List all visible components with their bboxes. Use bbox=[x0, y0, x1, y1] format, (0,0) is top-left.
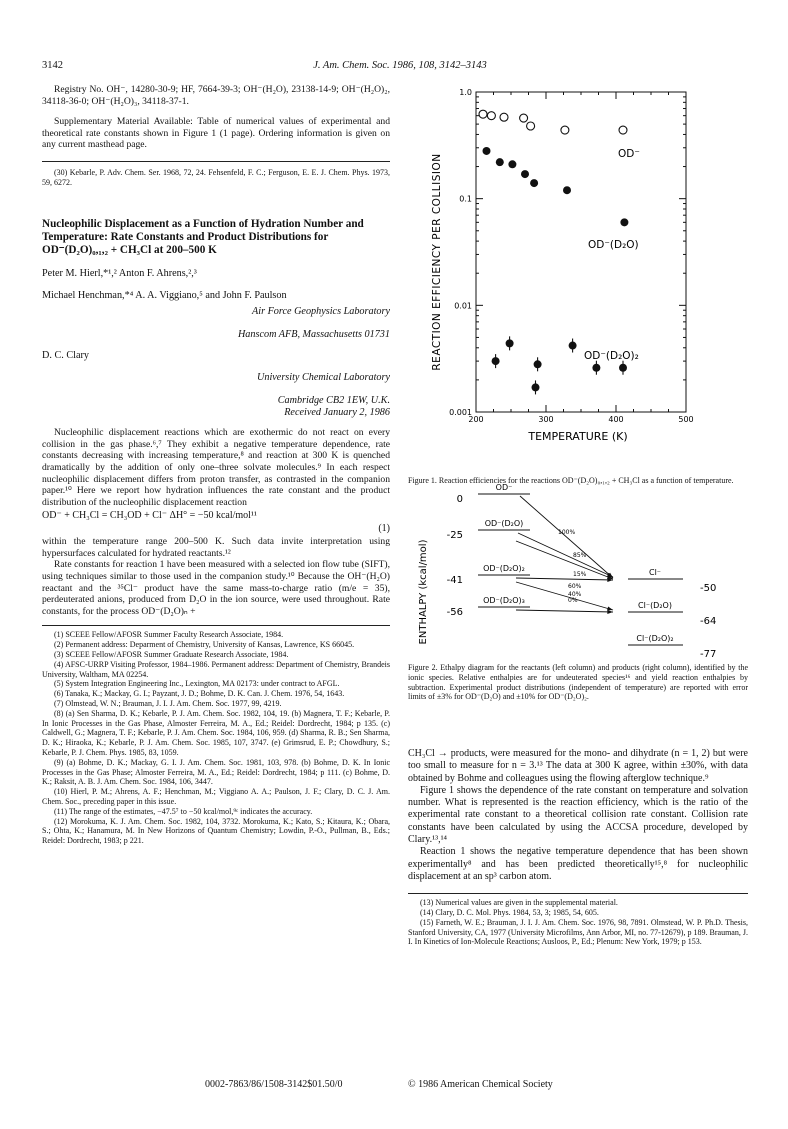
efficiency-plot bbox=[408, 82, 748, 477]
running-header: J. Am. Chem. Soc. 1986, 108, 3142–3143 bbox=[313, 60, 487, 71]
affiliation-1b: Hanscom AFB, Massachusetts 01731 bbox=[237, 328, 390, 340]
footnote-30: (30) Kebarle, P. Adv. Chem. Ser. 1968, 72, 24. Fehsenfeld, F. C.; Ferguson, E. E. J. Chem. Phys. 1973, 59, 6272. bbox=[42, 167, 390, 187]
product-percentage: 15% bbox=[573, 571, 587, 578]
x-tick-label: 200 bbox=[468, 415, 484, 424]
footer-code: 0002-7863/86/1508-3142$01.50/0 bbox=[205, 1079, 343, 1090]
filled-point bbox=[530, 179, 538, 187]
open-point bbox=[520, 114, 528, 122]
filled-point bbox=[496, 158, 504, 166]
left-footnote: (7) Olmstead, W. N.; Brauman, J. I. J. Am. Chem. Soc. 1977, 99, 4219. bbox=[54, 699, 282, 709]
transition-arrow bbox=[520, 496, 613, 578]
product-percentage: 85% bbox=[573, 552, 587, 559]
equation-number: (1) bbox=[378, 523, 390, 535]
right-footnote: (13) Numerical values are given in the supplemental material. bbox=[420, 898, 618, 908]
product-percentage: 40% bbox=[568, 591, 582, 598]
affiliation-1a: Air Force Geophysics Laboratory bbox=[252, 306, 390, 318]
figure-1-caption: Figure 1. Reaction efficiencies for the reactions OD⁻(D₂O)₀,₁,₂ + CH₃Cl as a function of temperature. bbox=[408, 476, 734, 485]
body-paragraph-6: Reaction 1 shows the negative temperature dependence that has been shown experimentally⁸ and has been predicted theoretically¹⁵,⁸ for nucleophilic displacement at an sp³ carbon atom. bbox=[408, 846, 748, 882]
reactant-enthalpy: -41 bbox=[446, 575, 463, 586]
left-footnote: (11) The range of the estimates, −47.5⁷ to −50 kcal/mol,⁹ᶜ indicates the accuracy. bbox=[54, 806, 313, 816]
authors-line-2: Michael Henchman,*⁴ A. A. Viggiano,⁵ and John F. Paulson bbox=[42, 290, 287, 302]
authors-line-1: Peter M. Hierl,*¹,² Anton F. Ahrens,²,³ bbox=[42, 267, 197, 279]
equation-text: OD⁻ + CH₃Cl = CH₃OD + Cl⁻ ΔH° = −50 kcal/mol¹¹ bbox=[42, 510, 257, 522]
product-label: Cl⁻(D₂O) bbox=[638, 601, 672, 610]
transition-arrow bbox=[516, 541, 613, 579]
y-tick-label: 0.1 bbox=[459, 194, 472, 204]
author-3: D. C. Clary bbox=[42, 349, 89, 361]
y-tick-label: 0.01 bbox=[454, 301, 472, 311]
transition-arrow bbox=[516, 578, 613, 580]
x-axis-label: TEMPERATURE (K) bbox=[528, 430, 628, 443]
reactant-enthalpy: -56 bbox=[446, 607, 463, 618]
left-footnote: (6) Tanaka, K.; Mackay, G. I.; Payzant, J. D.; Bohme, D. K. Can. J. Chem. 1976, 54, 1643. bbox=[54, 689, 345, 699]
affiliation-2b: Cambridge CB2 1EW, U.K. bbox=[277, 394, 390, 406]
x-tick-label: 400 bbox=[608, 415, 624, 424]
reactant-enthalpy: -25 bbox=[446, 530, 463, 541]
footnote-divider-right bbox=[408, 893, 748, 894]
footnote-divider bbox=[42, 625, 390, 626]
left-column bbox=[42, 84, 390, 846]
article-title: Nucleophilic Displacement as a Function of Hydration Number and Temperature: Rate Constants and Product Distributions for OD⁻(D₂O)₀,₁,₂ + CH₃Cl at 200–500 K bbox=[42, 217, 364, 256]
plot-axes bbox=[449, 88, 694, 424]
product-percentage: 0% bbox=[568, 597, 578, 604]
figure-2-caption: Figure 2. Ethalpy diagram for the reactants (left column) and products (right column), identified by the ionic species. Relative enthalpies are for undeuterated species¹⁶ and yield reaction enthalpies by subtraction. Experimental product distributions (independent of temperature) are reported with error limits of ±3% for OD⁻(D₂O) and ±10% for OD⁻(D₂O)₂. bbox=[408, 663, 748, 702]
page-number: 3142 bbox=[42, 60, 63, 71]
enthalpy-diagram bbox=[408, 482, 748, 772]
filled-point bbox=[483, 147, 491, 155]
reactant-label: OD⁻(D₂O)₃ bbox=[483, 596, 525, 605]
transition-arrow bbox=[518, 533, 613, 577]
reactant-label: OD⁻(D₂O)₂ bbox=[483, 564, 525, 573]
y-tick-label: 0.001 bbox=[449, 408, 472, 417]
reactant-label: OD⁻(D₂O) bbox=[484, 519, 524, 528]
open-point bbox=[561, 126, 569, 134]
series-label-od-d2o: OD⁻(D₂O) bbox=[588, 239, 639, 251]
divider bbox=[42, 161, 390, 162]
transition-arrow bbox=[516, 582, 613, 610]
left-footnote: (9) (a) Bohme, D. K.; Mackay, G. I. J. Am. Chem. Soc. 1981, 103, 978. (b) Bohme, D. K. In Ionic Processes in the Gas Phase; Almoster Ferreira, M. A., Ed.; Reidel: Dordrecht, 1984; p 111. (c) Bohme, D. K.; Raksit, A. B. J. Am. Chem. Soc. 1984, 106, 3447. bbox=[42, 757, 390, 787]
body-paragraph-4: CH₃Cl → products, were measured for the mono- and dihydrate (n = 1, 2) but were too small to measure for n = 3.¹³ The data at 300 K agree, within ±30%, with data obtained by Bohme and colleagues using the flowing afterglow technique.⁹ bbox=[408, 748, 748, 784]
left-footnote: (5) System Integration Engineering Inc., Lexington, MA 02173: under contract to AFGL. bbox=[54, 679, 340, 689]
body-paragraph-5: Figure 1 shows the dependence of the rate constant on temperature and solvation number. What is represented is the reaction efficiency, which is the ratio of the experimental rate constant to a theoretical collision rate constant. Collision rate constants have been calculated by using the ACCSA procedure, developed by Clary.¹³,¹⁴ bbox=[408, 784, 748, 846]
footer-copyright: © 1986 American Chemical Society bbox=[408, 1079, 553, 1090]
left-footnote: (8) (a) Sen Sharma, D. K.; Kebarle, P. J. Am. Chem. Soc. 1982, 104, 19. (b) Magnera, T. F.; Kebarle, P. In Ionic Processes in the Gas Phase, Almoster Ferreira, M. A., Ed.; Reidel: Dordrecht, 1984; p 135. (c) Caldwell, G.; Magnera, T. F.; Kebarle, P. J. Am. Chem. Soc. 1984, 106, 959. (d) Sharma, R. B.; Sen Sharma, D. K.; Hiraoka, K.; Kebarle, P. J. Am. Chem. Soc. 1985, 107, 3747. (e) Grimsrud, E. P.; Chowdhury, S.; Kebarle, P. J. Chem. Phys. 1985, 83, 1059. bbox=[42, 708, 390, 757]
right-column-text bbox=[408, 748, 748, 947]
product-percentage: 100% bbox=[558, 529, 576, 536]
reactant-label: OD⁻ bbox=[495, 483, 513, 492]
y-axis-label: REACTION EFFICIENCY PER COLLISION bbox=[431, 153, 443, 371]
left-footnote: (12) Morokuma, K. J. Am. Chem. Soc. 1982, 104, 3732. Morokuma, K.; Kato, S.; Kitaura, K.; Obara, S.; Ohta, K.; Hanamura, M. In New Horizons of Quantum Chemistry; Lowdin, P.-O., Pullman, B., Eds.; Reidel: Dordrecht, 1983; p 221. bbox=[42, 816, 390, 846]
open-point bbox=[479, 110, 487, 118]
filled-point bbox=[508, 160, 516, 168]
left-footnote: (1) SCEEE Fellow/AFOSR Summer Faculty Research Associate, 1984. bbox=[54, 630, 284, 640]
left-footnote: (4) AFSC-URRP Visiting Professor, 1984–1986. Permanent address: Department of Chemistry, Brandeis University, Waltham, MA 02254. bbox=[42, 659, 390, 679]
open-point bbox=[487, 112, 495, 120]
left-footnote: (2) Permanent address: Deparment of Chemistry, University of Kansas, Lawrence, KS 66045. bbox=[54, 640, 355, 650]
right-footnote: (14) Clary, D. C. Mol. Phys. 1984, 53, 3; 1985, 54, 605. bbox=[420, 908, 599, 918]
body-paragraph-2: within the temperature range 200–500 K. Such data invite interpretation using hypersurfaces calculated for hydrated reactants.¹² bbox=[42, 536, 390, 559]
series-label-od-d2o2: OD⁻(D₂O)₂ bbox=[584, 350, 639, 362]
footnotes-right bbox=[408, 898, 748, 947]
open-point bbox=[500, 113, 508, 121]
filled-point bbox=[521, 170, 529, 178]
transition-arrow bbox=[516, 610, 613, 612]
product-enthalpy: -77 bbox=[700, 649, 717, 660]
body-paragraph-1: Nucleophilic displacement reactions which are exothermic do not react on every collision in the gas phase.⁶,⁷ They exhibit a negative temperature dependence, rate constants decreasing with increasing temperature,⁸ and reaction at 300 K is quenched dramatically by the addition of only one–three solvate molecules.⁹ In each respect nucleophilic displacement differs from proton transfer, as contrasted in the companion paper.¹⁰ Here we report how hydration influences the rate constant and the product distribution of the nucleophilic displacement reaction bbox=[42, 427, 390, 508]
affiliation-2a: University Chemical Laboratory bbox=[257, 372, 390, 384]
series-label-od: OD⁻ bbox=[618, 148, 640, 160]
registry-numbers: Registry No. OH⁻, 14280-30-9; HF, 7664-39-3; OH⁻(H₂O), 23138-14-9; OH⁻(H₂O)₂, 34118-36-0; OH⁻(H₂O)₃, 34118-37-1. bbox=[42, 84, 390, 107]
product-label: Cl⁻ bbox=[648, 568, 662, 577]
x-tick-label: 300 bbox=[538, 415, 554, 424]
open-point bbox=[527, 122, 535, 130]
arrow-head bbox=[607, 610, 613, 614]
body-paragraph-3: Rate constants for reaction 1 have been measured with a selected ion flow tube (SIFT), using techniques similar to those used in the companion study.¹⁰ Because the OH⁻(H₂O) reactant and the ³⁵Cl⁻ product have the same mass-to-charge ratio (m/e = 35), perdeuterated anions, produced from D₂O in the ion source, were used throughout. Rate constants, for the process OD⁻(D₂O)ₙ + bbox=[42, 559, 390, 617]
filled-point bbox=[620, 218, 628, 226]
open-point bbox=[619, 126, 627, 134]
filled-point bbox=[563, 186, 571, 194]
product-percentage: 60% bbox=[568, 583, 582, 590]
figure-1 bbox=[408, 82, 748, 477]
equation-1 bbox=[42, 510, 390, 536]
product-enthalpy: -64 bbox=[700, 616, 717, 627]
footnotes-left bbox=[42, 630, 390, 846]
left-footnote: (3) SCEEE Fellow/AFOSR Summer Graduate Research Associate, 1984. bbox=[54, 650, 289, 660]
plot-frame bbox=[476, 92, 686, 412]
y-tick-label: 1.0 bbox=[459, 88, 472, 97]
product-label: Cl⁻(D₂O)₂ bbox=[636, 634, 674, 643]
figure-2 bbox=[408, 482, 748, 772]
reactant-enthalpy: 0 bbox=[456, 494, 463, 505]
supplementary-material: Supplementary Material Available: Table of numerical values of experimental and theoretical rate constants shown in Figure 1 (1 page). Ordering information is given on any current masthead page. bbox=[42, 116, 390, 151]
enthalpy-axis-label: ENTHALPY (kcal/mol) bbox=[418, 539, 429, 645]
right-footnote: (15) Farneth, W. E.; Brauman, J. I. J. Am. Chem. Soc. 1976, 98, 7891. Olmstead, W. P. Ph.D. Thesis, Stanford University, CA, 1977 (University Microfilms, Ann Arbor, MI, no. 77-12679), p 189. Brauman, J. I. In Kinetics of Ion-Molecule Reactions; Ausloos, P., Ed.; Plenum: New York, 1979; p 153. bbox=[408, 917, 748, 947]
received-date: Received January 2, 1986 bbox=[284, 406, 390, 418]
arrow-head bbox=[607, 606, 613, 610]
product-enthalpy: -50 bbox=[700, 583, 717, 594]
left-footnote: (10) Hierl, P. M.; Ahrens, A. F.; Henchman, M.; Viggiano A. A.; Paulson, J. F.; Clary, D. C. J. Am. Chem. Soc., preceding paper in this issue. bbox=[42, 787, 390, 806]
x-tick-label: 500 bbox=[678, 415, 694, 424]
